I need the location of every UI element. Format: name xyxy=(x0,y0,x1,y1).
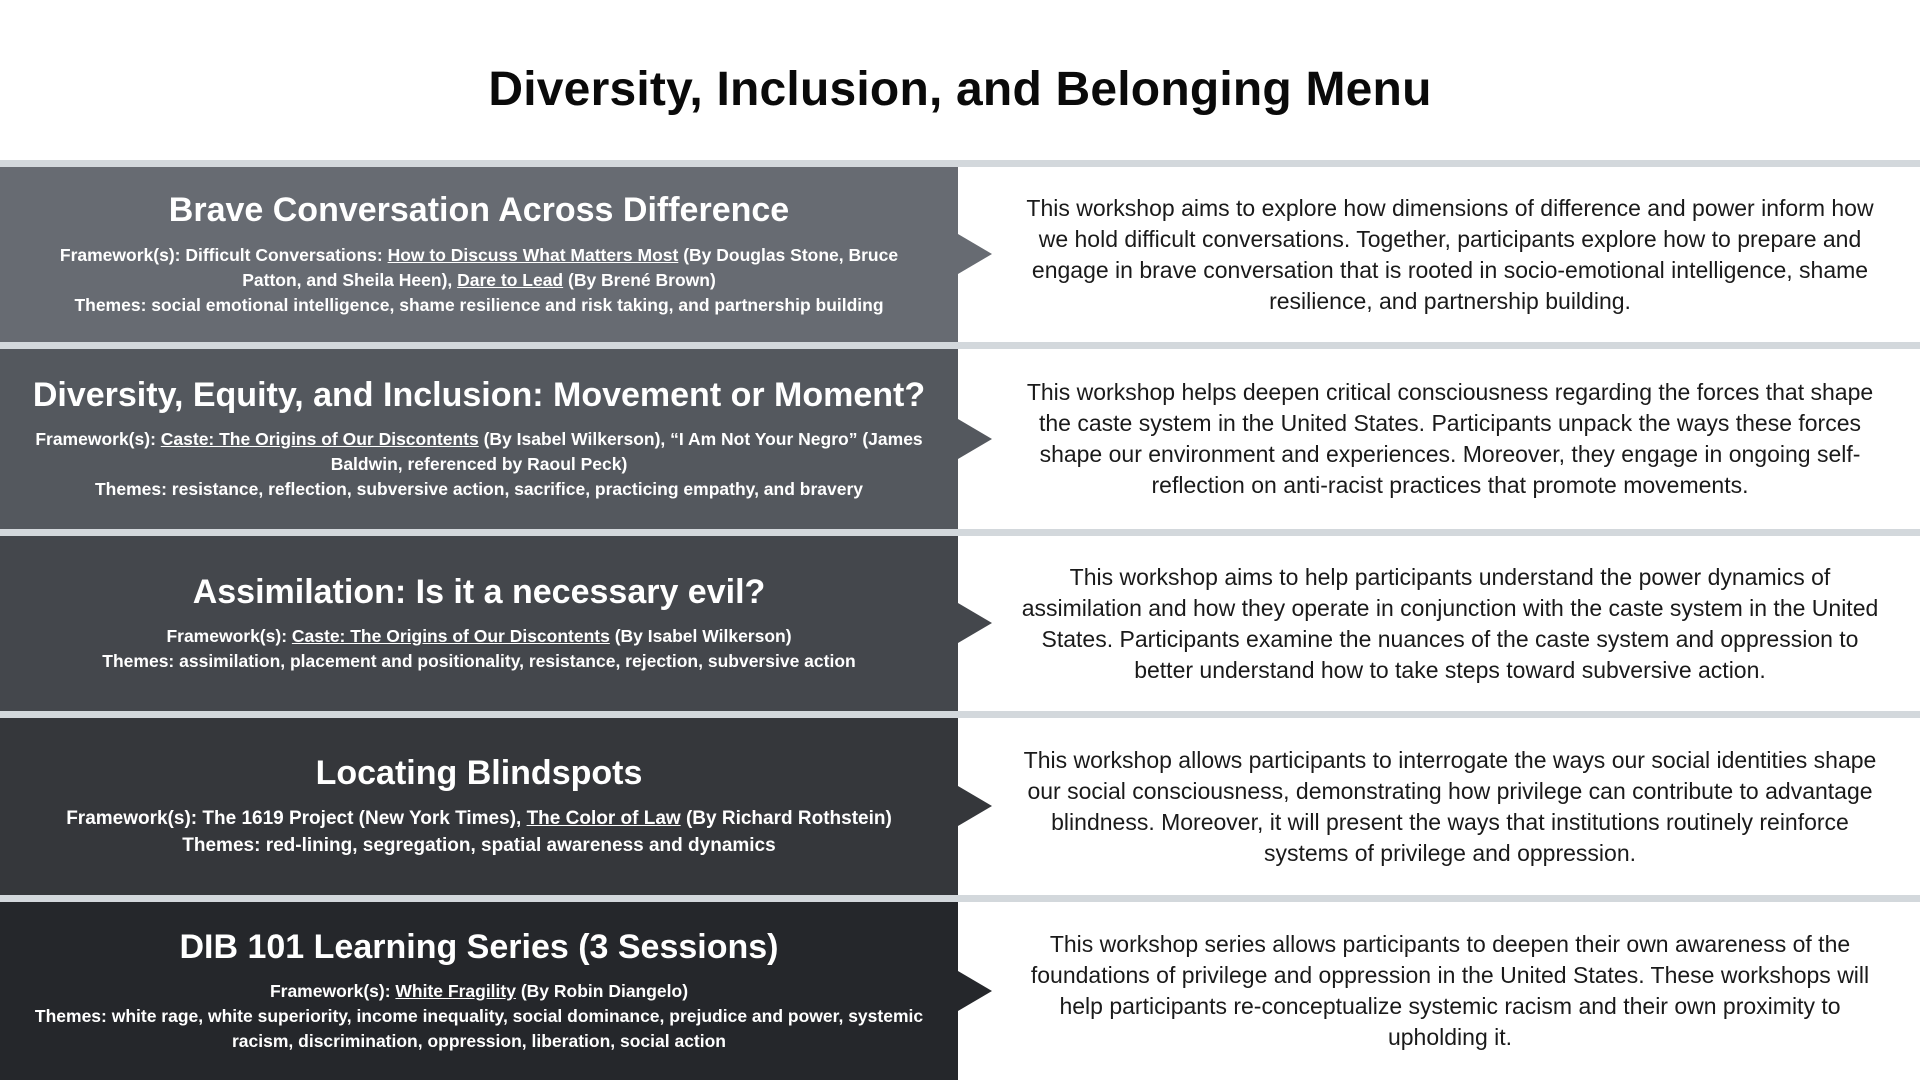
workshop-title: Brave Conversation Across Difference xyxy=(168,191,790,230)
workshop-description xyxy=(1010,536,1890,711)
workshop-panel xyxy=(0,902,958,1080)
divider xyxy=(0,160,1920,167)
framework-prefix: Framework(s): Difficult Conversations: xyxy=(59,244,388,265)
workshop-description xyxy=(1010,167,1890,342)
page-title: Diversity, Inclusion, and Belonging Menu xyxy=(488,63,1432,116)
workshop-row xyxy=(0,349,1920,529)
workshop-themes: Themes: assimilation, placement and positionality, resistance, rejection, subversive action xyxy=(102,651,856,672)
framework-prefix: Framework(s): xyxy=(166,626,292,647)
arrow-icon xyxy=(958,603,992,643)
framework-link: Caste: The Origins of Our Discontents xyxy=(160,429,479,450)
workshop-title: Diversity, Equity, and Inclusion: Movement or Moment? xyxy=(32,375,926,414)
workshop-description xyxy=(1010,902,1890,1080)
divider xyxy=(0,529,1920,536)
description-text: This workshop allows participants to interrogate the ways our social identities shape our social consciousness, demonstrating how privilege can contribute to advantage blindness. Moreover, it will present the ways that institutions routinely reinforce systems of privilege and oppression. xyxy=(1023,746,1877,866)
description-text: This workshop aims to explore how dimensions of difference and power inform how we hold difficult conversations. Together, participants explore how to prepare and engage in brave conversation that is rooted in socio-emotional intelligence, shame resilience, and partnership building. xyxy=(1026,194,1874,314)
framework-link: White Fragility xyxy=(395,981,516,1002)
workshop-title: Locating Blindspots xyxy=(315,753,643,792)
workshop-row xyxy=(0,902,1920,1080)
workshop-themes: Themes: resistance, reflection, subversive action, sacrifice, practicing empathy, and bravery xyxy=(94,479,864,500)
framework-link: The Color of Law xyxy=(526,808,681,830)
divider xyxy=(0,342,1920,349)
framework-link: How to Discuss What Matters Most xyxy=(387,244,679,265)
workshop-title: DIB 101 Learning Series (3 Sessions) xyxy=(179,927,779,966)
workshop-themes: Themes: social emotional intelligence, shame resilience and risk taking, and partnership building xyxy=(74,294,884,315)
workshop-themes: Themes: white rage, white superiority, income inequality, social dominance, prejudice and power, systemic racism, discrimination, oppression, liberation, social action xyxy=(34,1006,924,1052)
framework-link: Caste: The Origins of Our Discontents xyxy=(291,626,610,647)
description-text: This workshop helps deepen critical consciousness regarding the forces that shape the caste system in the United States. Participants unpack the ways these forces shape our environment and experiences. Moreover, they engage in ongoing self-reflection on anti-racist practices that promote movements. xyxy=(1026,379,1874,498)
workshop-panel xyxy=(0,536,958,711)
description-text: This workshop series allows participants to deepen their own awareness of the foundations of privilege and oppression in the United States. These workshops will help participants re-conceptualize systemic racism and their own proximity to upholding it. xyxy=(1030,931,1870,1050)
workshop-row xyxy=(0,536,1920,711)
workshop-row xyxy=(0,167,1920,342)
framework-prefix: Framework(s): The 1619 Project (New York Times), xyxy=(66,808,527,830)
framework-prefix: Framework(s): xyxy=(35,429,161,450)
workshop-title: Assimilation: Is it a necessary evil? xyxy=(192,572,766,611)
workshop-themes: Themes: red-lining, segregation, spatial awareness and dynamics xyxy=(182,835,776,857)
workshop-framework xyxy=(270,979,688,1004)
workshop-panel xyxy=(0,718,958,895)
framework-text: (By Robin Diangelo) xyxy=(515,981,689,1002)
framework-text: (By Isabel Wilkerson), “I Am Not Your Negro” (James Baldwin, referenced by Raoul Peck) xyxy=(330,429,923,475)
workshop-description xyxy=(1010,718,1890,895)
workshop-description xyxy=(1010,349,1890,529)
arrow-icon xyxy=(958,234,992,274)
workshop-framework xyxy=(166,624,791,649)
framework-prefix: Framework(s): xyxy=(269,981,396,1002)
framework-text: (By Douglas Stone, Bruce Patton, and Sheila Heen), xyxy=(242,244,899,290)
framework-text: (By Isabel Wilkerson) xyxy=(609,626,792,647)
workshop-panel xyxy=(0,167,958,342)
workshop-panel xyxy=(0,349,958,529)
divider xyxy=(0,895,1920,902)
arrow-icon xyxy=(958,786,992,826)
framework-text: (By Richard Rothstein) xyxy=(680,808,892,830)
framework-link: Dare to Lead xyxy=(457,269,564,290)
workshop-row xyxy=(0,718,1920,895)
workshop-framework xyxy=(66,805,892,832)
divider xyxy=(0,711,1920,718)
workshop-framework xyxy=(30,427,928,477)
arrow-icon xyxy=(958,419,992,459)
workshop-framework xyxy=(30,243,928,293)
arrow-icon xyxy=(958,971,992,1011)
framework-text: (By Brené Brown) xyxy=(563,269,716,290)
description-text: This workshop aims to help participants understand the power dynamics of assimilation and how they operate in conjunction with the caste system in the United States. Participants examine the nuances of the caste system and oppression to better understand how to take steps toward subversive action. xyxy=(1021,563,1879,683)
